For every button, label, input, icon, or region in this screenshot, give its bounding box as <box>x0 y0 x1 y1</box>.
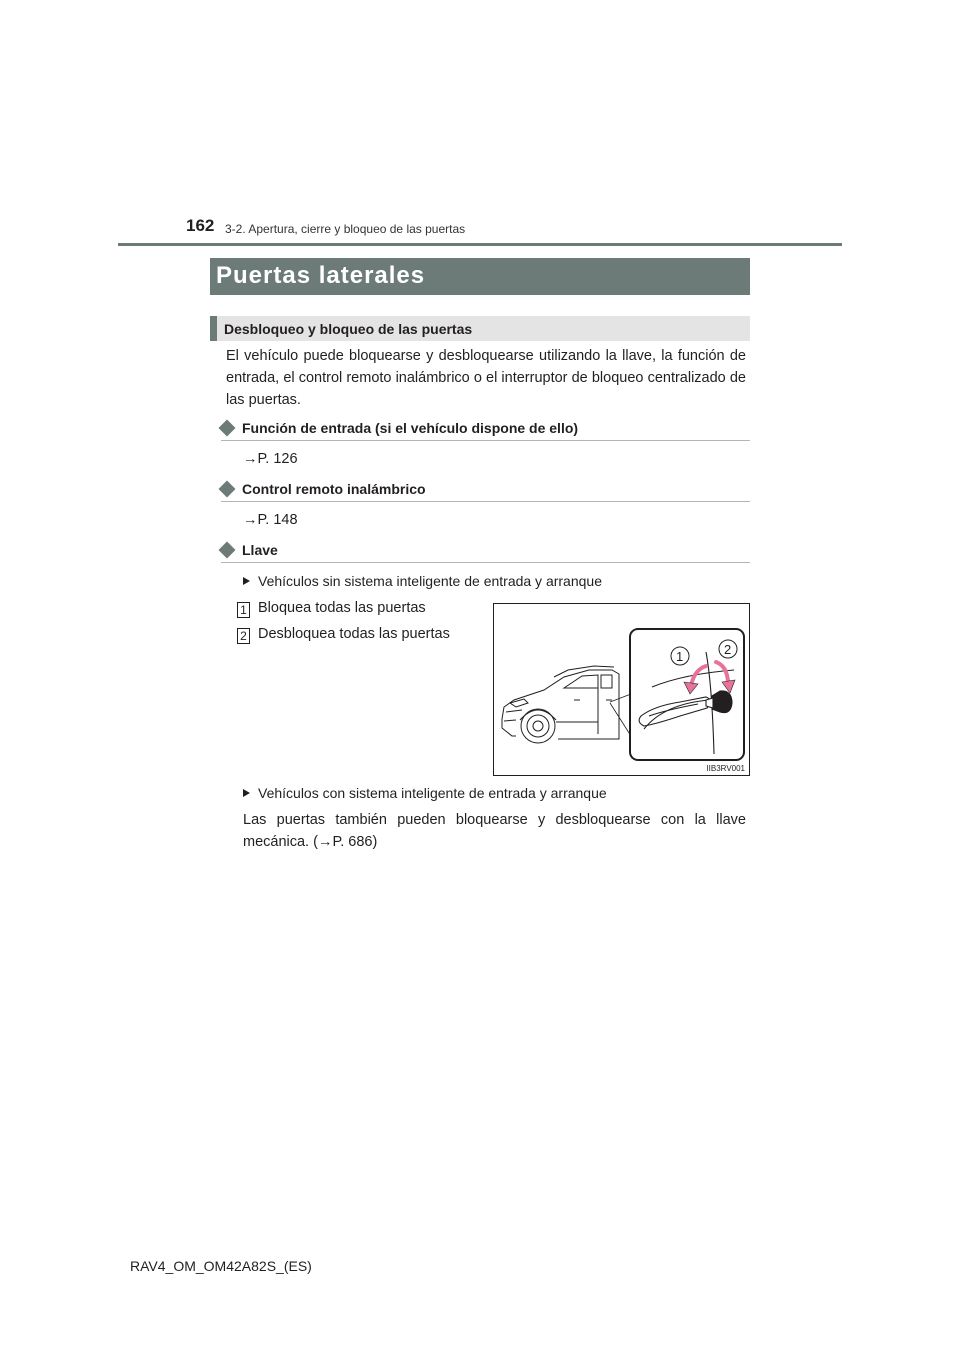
condition-smart: Vehículos con sistema inteligente de entrada y arranque <box>243 785 607 801</box>
callout-label: 1 <box>676 649 684 664</box>
triangle-bullet-icon <box>243 577 250 585</box>
list-item: 2 Desbloquea todas las puertas <box>237 626 450 644</box>
section-title: Control remoto inalámbrico <box>242 481 426 497</box>
list-item: 1 Bloquea todas las puertas <box>237 600 426 618</box>
car-door-key-svg <box>494 604 749 775</box>
section-heading-key <box>221 541 750 563</box>
number-badge: 1 <box>237 602 250 618</box>
page-reference: →P. 148 <box>243 512 298 528</box>
intro-paragraph: El vehículo puede bloquearse y desbloquearse utilizando la llave, la función de entrada, el control remoto inalámbrico o el interruptor de bloqueo centralizado de las puertas. <box>226 348 746 408</box>
number-badge: 2 <box>237 628 250 644</box>
title-bar <box>210 258 750 295</box>
page-number: 162 <box>186 216 215 235</box>
section-title: Llave <box>242 542 278 558</box>
header-rule <box>118 243 842 246</box>
triangle-bullet-icon <box>243 789 250 797</box>
page-reference: →P. 126 <box>243 451 298 467</box>
condition-no-smart: Vehículos sin sistema inteligente de entrada y arranque <box>243 573 602 589</box>
page-title: Puertas laterales <box>216 262 426 289</box>
footer-code: RAV4_OM_OM42A82S_(ES) <box>130 1258 312 1274</box>
section-heading-remote <box>221 480 750 502</box>
diamond-icon <box>219 542 236 559</box>
diamond-icon <box>219 420 236 437</box>
subheading: Desbloqueo y bloqueo de las puertas <box>224 321 473 337</box>
section-header: 3-2. Apertura, cierre y bloqueo de las puertas <box>225 222 466 236</box>
section-title: Función de entrada (si el vehículo dispone de ello) <box>242 420 579 436</box>
subheading-bar <box>210 316 750 341</box>
callout-label: 2 <box>724 642 732 657</box>
subheading-accent <box>210 316 217 341</box>
diamond-icon <box>219 481 236 498</box>
smart-paragraph: Las puertas también pueden bloquearse y desbloquearse con la llave mecánica. (→P. 686) <box>243 812 746 850</box>
key-lock-illustration <box>493 603 750 776</box>
section-heading-entry <box>221 419 750 441</box>
figure-code: IIB3RV001 <box>706 764 745 773</box>
